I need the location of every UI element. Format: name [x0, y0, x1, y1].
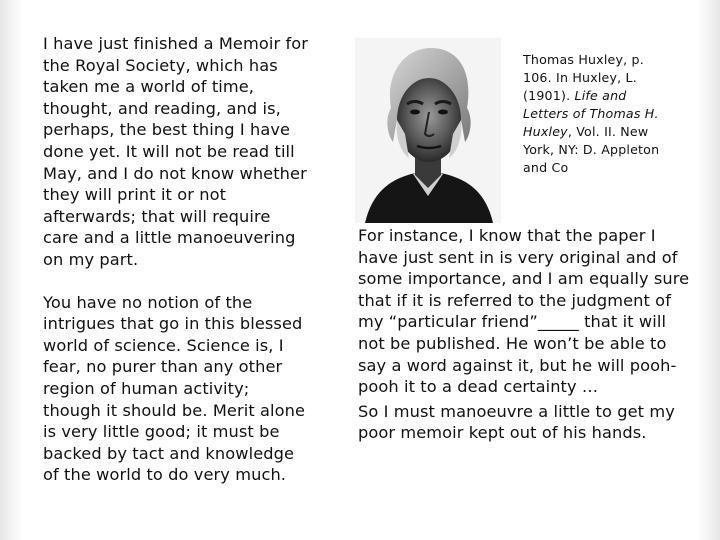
portrait-citation	[523, 51, 663, 177]
right-text-column	[358, 225, 698, 444]
citation-prefix: Thomas Huxley, p. 106. In Huxley, L. (1901).	[523, 52, 644, 103]
left-paragraph-intrigues: You have no notion of the intrigues that go in this blessed world of science. Science is, I fear, no purer than any other region of human activity; though it should be. Merit alone is very little good; it must be backed by tact and knowledge of the world to do very much.	[43, 292, 306, 485]
huxley-portrait	[355, 38, 501, 223]
right-paragraph-manoeuvre: So I must manoeuvre a little to get my poor memoir kept out of his hands.	[358, 401, 675, 443]
left-paragraph-memoir: I have just finished a Memoir for the Royal Society, which has taken me a world of time, thought, and reading, and is, perhaps, the best thing I have done yet. It will not be read till May, and I do not know whether they will print it or not afterwards; that will require care and a little manoeuvering on my part.	[43, 34, 309, 269]
citation-suffix: , Vol. II. New York, NY: D. Appleton and Co	[523, 124, 660, 175]
right-paragraph-paper: For instance, I know that the paper I have just sent in is very original and of some importance, and I am equally sure that if it is referred to the judgment of my “particular friend”_____ that it will not be published. He won’t be able to say a word against it, but he will pooh-pooh it to a dead certainty …	[358, 226, 690, 397]
left-text-column	[43, 33, 311, 486]
citation-book-title: Life and Letters of Thomas H. Huxley	[523, 88, 659, 139]
